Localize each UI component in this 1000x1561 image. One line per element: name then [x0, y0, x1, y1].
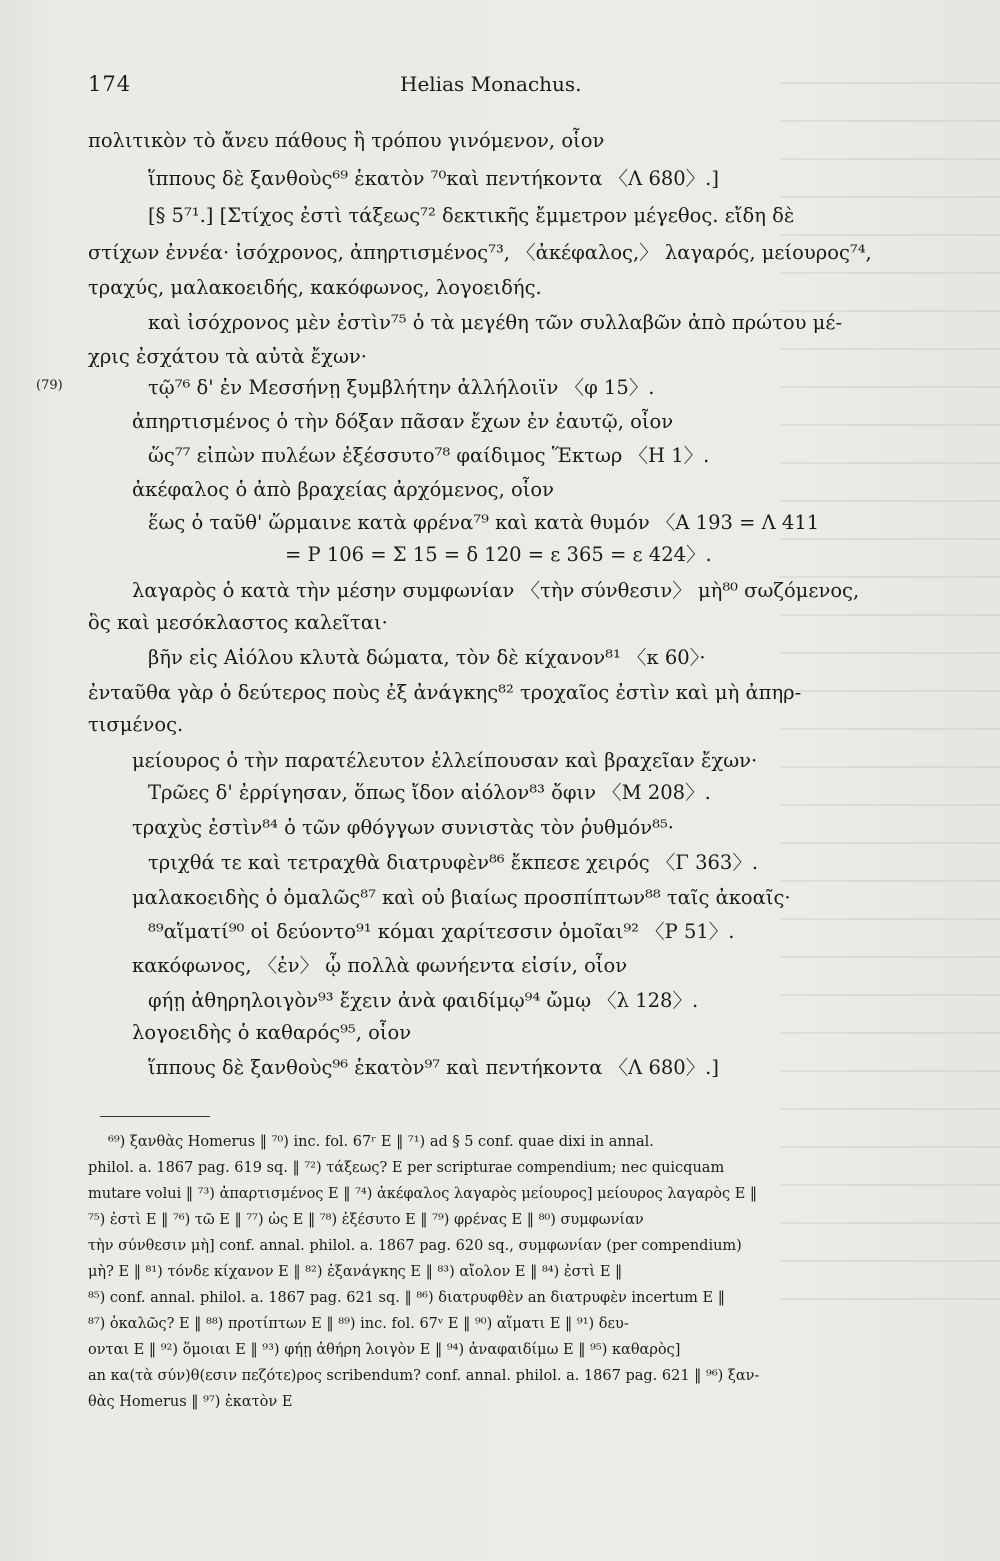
- footnote-line: ⁸⁵) conf. annal. philol. a. 1867 pag. 621 sq. ‖ ⁸⁶) διατρυφθὲν an διατρυφὲν incertum E ‖: [88, 1290, 725, 1306]
- margin-line-number: (79): [36, 378, 63, 393]
- footnote-line: philol. a. 1867 pag. 619 sq. ‖ ⁷²) τάξεως? E per scripturae compendium; nec quicquam: [88, 1160, 725, 1176]
- text-line: λαγαρὸς ὁ κατὰ τὴν μέσην συμφωνίαν 〈τὴν σύνθεσιν〉 μὴ⁸⁰ σωζόμενος,: [132, 579, 860, 602]
- text-line: βῆν εἰς Αἰόλου κλυτὰ δώματα, τὸν δὲ κίχανον⁸¹ 〈κ 60〉·: [148, 646, 706, 669]
- text-line: λογοειδὴς ὁ καθαρός⁹⁵, οἷον: [132, 1021, 412, 1044]
- text-line: στίχων ἐννέα· ἰσόχρονος, ἀπηρτισμένος⁷³, 〈ἀκέφαλος,〉 λαγαρός, μείουρος⁷⁴,: [88, 241, 872, 264]
- page-header: [88, 72, 908, 102]
- text-line: ⁸⁹αἵματί⁹⁰ οἱ δεύοντο⁹¹ κόμαι χαρίτεσσιν ὁμοῖαι⁹² 〈Ρ 51〉.: [148, 920, 735, 943]
- text-line: τισμένος.: [88, 713, 184, 736]
- footnote-line: mutare volui ‖ ⁷³) ἀπαρτισμένος E ‖ ⁷⁴) ἀκέφαλος λαγαρὸς μείουρος] μείουρος λαγαρὸς E ‖: [88, 1186, 758, 1202]
- text-line: τραχύς, μαλακοειδής, κακόφωνος, λογοειδής.: [88, 276, 542, 299]
- footnote-line: an κα(τὰ σύν)θ(εσιν πεζότε)ρος scribendum? conf. annal. philol. a. 1867 pag. 621 ‖ ⁹⁶) ξαν-: [88, 1368, 760, 1384]
- text-line: φήῃ ἀθηρηλοιγὸν⁹³ ἔχειν ἀνὰ φαιδίμῳ⁹⁴ ὤμῳ 〈λ 128〉.: [148, 989, 699, 1012]
- text-line: πολιτικὸν τὸ ἄνευ πάθους ἢ τρόπου γινόμενον, οἷον: [88, 129, 605, 152]
- text-line: τραχὺς ἐστὶν⁸⁴ ὁ τῶν φθόγγων συνιστὰς τὸν ῥυθμόν⁸⁵·: [132, 816, 674, 839]
- text-line: = Ρ 106 = Σ 15 = δ 120 = ε 365 = ε 424〉.: [285, 543, 712, 566]
- text-line: κακόφωνος, 〈ἐν〉 ᾧ πολλὰ φωνήεντα εἰσίν, οἷον: [132, 954, 628, 977]
- text-line: μείουρος ὁ τὴν παρατέλευτον ἐλλείπουσαν καὶ βραχεῖαν ἔχων·: [132, 749, 758, 772]
- text-line: ἀκέφαλος ὁ ἀπὸ βραχείας ἀρχόμενος, οἷον: [132, 478, 554, 501]
- text-line: ἕως ὁ ταῦθ' ὥρμαινε κατὰ φρένα⁷⁹ καὶ κατὰ θυμόν 〈Α 193 = Λ 411: [148, 511, 820, 534]
- footnote-line: τὴν σύνθεσιν μὴ] conf. annal. philol. a. 1867 pag. 620 sq., συμφωνίαν (per compendium): [88, 1238, 742, 1254]
- footnote-line: θὰς Homerus ‖ ⁹⁷) ἑκατὸν E: [88, 1394, 293, 1410]
- text-line: ὥς⁷⁷ εἰπὼν πυλέων ἐξέσσυτο⁷⁸ φαίδιμος Ἕκτωρ 〈Η 1〉.: [148, 444, 710, 467]
- text-line: τριχθά τε καὶ τετραχθὰ διατρυφὲν⁸⁶ ἔκπεσε χειρός 〈Γ 363〉.: [148, 851, 759, 874]
- text-line: ἐνταῦθα γὰρ ὁ δεύτερος ποὺς ἐξ ἀνάγκης⁸² τροχαῖος ἐστὶν καὶ μὴ ἀπηρ-: [88, 681, 802, 704]
- footnote-rule: [100, 1116, 210, 1117]
- running-head: Helias Monachus.: [400, 72, 582, 96]
- footnote-line: μὴ? E ‖ ⁸¹) τόνδε κίχανον E ‖ ⁸²) ἐξανάγκης E ‖ ⁸³) αἴολον E ‖ ⁸⁴) ἐστὶ E ‖: [88, 1264, 623, 1280]
- text-line: χρις ἐσχάτου τὰ αὐτὰ ἔχων·: [88, 345, 367, 368]
- text-line: ἵππους δὲ ξανθοὺς⁹⁶ ἑκατὸν⁹⁷ καὶ πεντήκοντα 〈Λ 680〉.]: [148, 1056, 719, 1079]
- text-line: ἀπηρτισμένος ὁ τὴν δόξαν πᾶσαν ἔχων ἐν ἑαυτῷ, οἷον: [132, 410, 674, 433]
- text-line: καὶ ἰσόχρονος μὲν ἐστὶν⁷⁵ ὁ τὰ μεγέθη τῶν συλλαβῶν ἀπὸ πρώτου μέ-: [148, 311, 843, 334]
- text-line: [§ 5⁷¹.] [Στίχος ἐστὶ τάξεως⁷² δεκτικῆς ἔμμετρον μέγεθος. εἴδη δὲ: [148, 204, 795, 227]
- footnote-line: ⁸⁷) ὁκαλῶς? E ‖ ⁸⁸) προτίπτων E ‖ ⁸⁹) inc. fol. 67ᵛ E ‖ ⁹⁰) αἵματι E ‖ ⁹¹) δευ-: [88, 1316, 629, 1332]
- text-line: Τρῶες δ' ἐρρίγησαν, ὅπως ἴδον αἰόλον⁸³ ὄφιν 〈Μ 208〉.: [148, 781, 711, 804]
- page-number: 174: [88, 72, 132, 96]
- footnote-line: ⁶⁹) ξανθὰς Homerus ‖ ⁷⁰) inc. fol. 67ʳ E ‖ ⁷¹) ad § 5 conf. quae dixi in annal.: [108, 1134, 654, 1150]
- text-line: μαλακοειδὴς ὁ ὁμαλῶς⁸⁷ καὶ οὐ βιαίως προσπίπτων⁸⁸ ταῖς ἀκοαῖς·: [132, 886, 791, 909]
- footnote-line: ⁷⁵) ἐστὶ E ‖ ⁷⁶) τῶ E ‖ ⁷⁷) ὡς E ‖ ⁷⁸) ἐξέσυτο E ‖ ⁷⁹) φρένας E ‖ ⁸⁰) συμφωνίαν: [88, 1212, 644, 1228]
- text-line: ἵππους δὲ ξανθοὺς⁶⁹ ἑκατὸν ⁷⁰καὶ πεντήκοντα 〈Λ 680〉.]: [148, 167, 719, 190]
- text-line: ὃς καὶ μεσόκλαστος καλεῖται·: [88, 611, 388, 634]
- footnote-line: ονται E ‖ ⁹²) ὅμοιαι E ‖ ⁹³) φήῃ ἀθήρη λοιγὸν E ‖ ⁹⁴) ἀναφαιδίμω E ‖ ⁹⁵) καθαρὸς]: [88, 1342, 681, 1358]
- text-line: τῷ⁷⁶ δ' ἐν Μεσσήνῃ ξυμβλήτην ἀλλήλοιϊν 〈φ 15〉.: [148, 376, 655, 399]
